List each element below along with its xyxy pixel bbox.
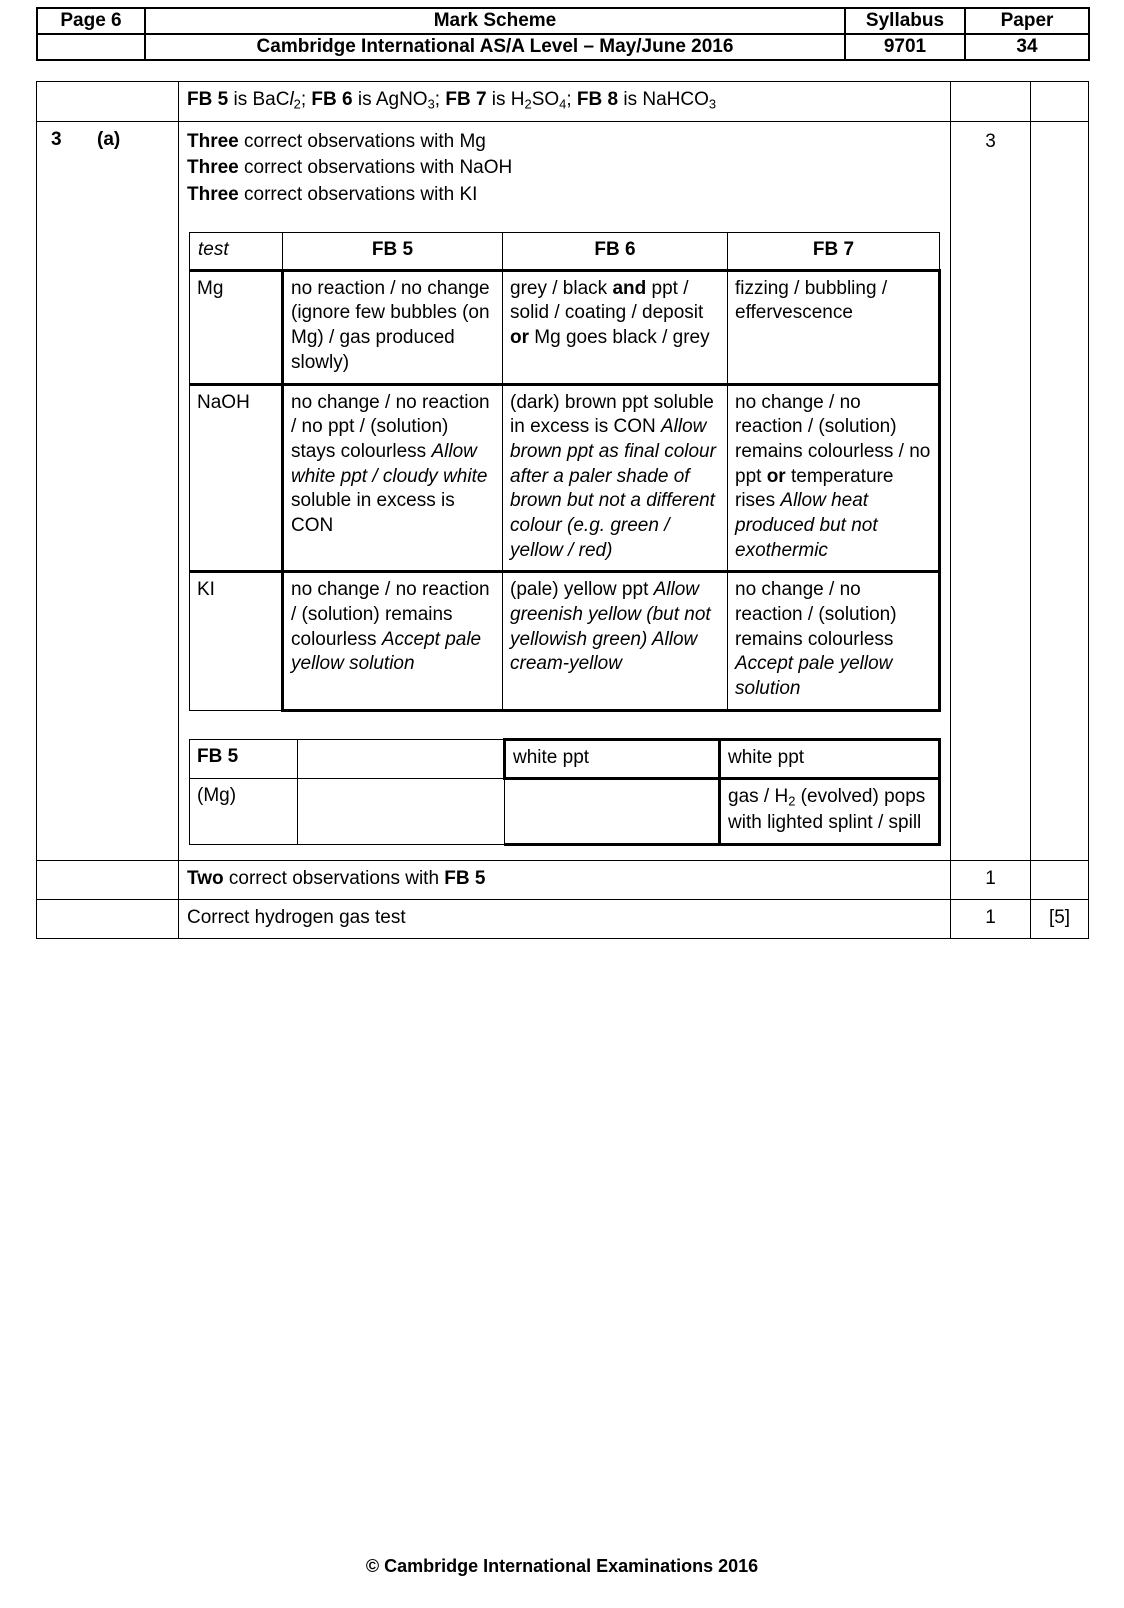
header-paper-label: Paper — [965, 8, 1089, 34]
header-syllabus-code: 9701 — [845, 34, 965, 60]
question-body-cell — [179, 122, 951, 860]
obs-row-mg — [190, 270, 940, 384]
obs-row-mg-fb6 — [503, 270, 728, 384]
naoh-fb6-plain: (dark) brown ppt soluble in excess is CON — [510, 391, 714, 438]
obs-row-ki-fb6 — [503, 572, 728, 710]
lead-line-0-rest: correct observations with Mg — [238, 131, 486, 153]
question-3a-total-cell — [1031, 122, 1089, 860]
reagent-key-mark-cell — [951, 82, 1031, 122]
sep-1: ; — [300, 89, 312, 110]
fb5-table-row-1 — [190, 739, 940, 779]
fb5-chlorine-l: l — [289, 89, 294, 110]
naoh-fb5-tail: soluble in excess is CON — [291, 490, 455, 536]
obs-row-ki-fb7 — [728, 572, 940, 710]
mg-fb6-post: Mg goes black / grey — [529, 327, 710, 349]
fb7-mid: SO — [531, 89, 560, 110]
ki-fb5-plain: no change / no reaction / (solution) remains colourless — [291, 579, 490, 650]
fb7-is: is H — [486, 89, 525, 110]
fb5-row2-col3 — [505, 779, 720, 844]
observations-header-row — [190, 233, 940, 271]
page-header-table — [36, 7, 1090, 61]
obs-row-naoh-fb6 — [503, 384, 728, 572]
header-paper-code: 34 — [965, 34, 1089, 60]
mg-fb6-pre: grey / black — [510, 277, 613, 299]
obs-header-fb6: FB 6 — [503, 233, 728, 271]
reagent-key-text — [179, 82, 951, 122]
sep-2: ; — [434, 89, 446, 110]
obs-row-naoh-fb7 — [728, 384, 940, 572]
naoh-fb7-italic: Allow heat produced but not exothermic — [735, 490, 878, 561]
ki-fb7-plain: no change / no reaction / (solution) remains colourless — [735, 579, 897, 650]
obs-row-mg-fb7: fizzing / bubbling / effervescence — [728, 270, 940, 384]
header-row-bottom — [37, 34, 1089, 60]
fb5-row2-col4 — [720, 779, 940, 844]
naoh-fb7-pre: no change / no reaction / (solution) remains colourless / no ppt — [735, 391, 931, 487]
marks-row-0-total — [1031, 860, 1089, 899]
reagent-key-q-cell — [37, 82, 179, 122]
obs-row-mg-test: Mg — [190, 270, 283, 384]
question-number-cell — [37, 122, 179, 860]
fb5-row1-col3: white ppt — [505, 739, 720, 779]
fb7-subscript-1: 2 — [524, 96, 532, 112]
naoh-fb5-italic: Allow white ppt / cloudy white — [291, 440, 488, 487]
fb5-row1-label-text: FB 5 — [197, 745, 239, 767]
fb6-subscript: 3 — [427, 96, 435, 112]
marks-row-0-bold-start: Two — [187, 867, 224, 889]
header-row-top — [37, 8, 1089, 34]
marks-row-0-marks: 1 — [951, 860, 1031, 899]
question-part: (a) — [97, 129, 121, 151]
question-number: 3 — [51, 129, 62, 151]
fb5-row1-label — [190, 739, 298, 779]
fb8-label: FB 8 — [576, 89, 619, 110]
marks-row-0-text — [179, 860, 951, 899]
sep-3: ; — [566, 89, 577, 110]
fb5-observations-table — [189, 738, 941, 846]
mg-fb6-and: and — [612, 277, 647, 299]
obs-row-ki — [190, 572, 940, 710]
header-page-label: Page 6 — [37, 8, 145, 34]
lead-line-0 — [187, 129, 942, 155]
fb8-subscript: 3 — [708, 96, 717, 112]
header-doc-title: Mark Scheme — [145, 8, 845, 34]
lead-statements — [187, 129, 942, 208]
question-3a-row — [37, 122, 1089, 860]
obs-row-naoh-test: NaOH — [190, 384, 283, 572]
header-syllabus-label: Syllabus — [845, 8, 965, 34]
ki-fb7-italic: Accept pale yellow solution — [735, 653, 893, 700]
header-page-blank — [37, 34, 145, 60]
mark-scheme-table — [36, 81, 1089, 939]
naoh-fb5-plain: no change / no reaction / no ppt / (solution) stays colourless — [291, 391, 490, 462]
fb5-subscript: 2 — [293, 96, 301, 112]
mg-fb6-mid: ppt / solid / coating / deposit — [510, 277, 704, 324]
ki-fb5-italic: Accept pale yellow solution — [291, 628, 482, 675]
obs-header-fb7: FB 7 — [728, 233, 940, 271]
reagent-key-row — [37, 82, 1089, 122]
lead-line-1 — [187, 155, 942, 181]
marks-row-1-marks: 1 — [951, 899, 1031, 938]
naoh-fb7-or: or — [766, 465, 786, 487]
fb5-table-row-2 — [190, 779, 940, 844]
observations-table — [189, 232, 941, 712]
fb5-gas-pre: gas / H — [728, 786, 789, 808]
obs-header-fb5: FB 5 — [283, 233, 503, 271]
naoh-fb7-mid: temperature rises — [735, 465, 894, 512]
fb7-subscript-2: 4 — [559, 96, 567, 112]
ki-fb6-italic: Allow greenish yellow (but not yellowish green) Allow cream-yellow — [510, 579, 711, 675]
marks-row-1-text — [179, 899, 951, 938]
naoh-fb6-italic: Allow brown ppt as final colour after a paler shade of brown but not a different colour (e.g. green / yellow / red) — [510, 416, 716, 561]
fb6-label: FB 6 — [311, 89, 353, 110]
page-footer: © Cambridge International Examinations 2016 — [365, 1556, 759, 1576]
lead-line-2-rest: correct observations with KI — [238, 183, 478, 205]
lead-line-0-bold: Three — [187, 131, 239, 153]
lead-line-1-bold: Three — [187, 157, 239, 179]
obs-row-mg-fb5: no reaction / no change (ignore few bubbles (on Mg) / gas produced slowly) — [283, 270, 503, 384]
obs-row-ki-fb5 — [283, 572, 503, 710]
fb5-gas-post: (evolved) pops with lighted splint / spill — [728, 786, 926, 833]
marks-row-1-mid: Correct hydrogen gas test — [187, 906, 406, 928]
fb5-label: FB 5 — [187, 89, 229, 110]
marks-row-1-total: [5] — [1031, 899, 1089, 938]
obs-row-ki-test: KI — [190, 572, 283, 710]
marks-row-two-observations — [37, 860, 1089, 899]
fb8-is: is NaHCO — [618, 89, 709, 110]
fb5-row2-col2 — [298, 779, 505, 844]
fb5-gas-subscript: 2 — [788, 794, 796, 810]
header-exam-line: Cambridge International AS/A Level – May/June 2016 — [145, 34, 845, 60]
marks-row-hydrogen-test — [37, 899, 1089, 938]
lead-line-1-rest: correct observations with NaOH — [238, 157, 513, 179]
fb5-row1-col4: white ppt — [720, 739, 940, 779]
fb5-row1-col2 — [298, 739, 505, 779]
fb6-is: is AgNO — [352, 89, 428, 110]
marks-row-0-bold-end: FB 5 — [444, 867, 486, 889]
lead-line-2 — [187, 182, 942, 208]
obs-header-test: test — [190, 233, 283, 271]
mg-fb6-or: or — [510, 327, 529, 349]
marks-row-1-q-cell — [37, 899, 179, 938]
reagent-key-total-cell — [1031, 82, 1089, 122]
fb7-label: FB 7 — [445, 89, 487, 110]
obs-row-naoh-fb5 — [283, 384, 503, 572]
fb5-row2-label: (Mg) — [190, 779, 298, 844]
marks-row-0-q-cell — [37, 860, 179, 899]
lead-line-2-bold: Three — [187, 183, 239, 205]
ki-fb6-plain: (pale) yellow ppt — [510, 579, 654, 601]
marks-row-0-mid: correct observations with — [223, 867, 445, 889]
question-3a-marks: 3 — [951, 122, 1031, 860]
fb5-is: is BaC — [228, 89, 290, 110]
obs-row-naoh — [190, 384, 940, 572]
